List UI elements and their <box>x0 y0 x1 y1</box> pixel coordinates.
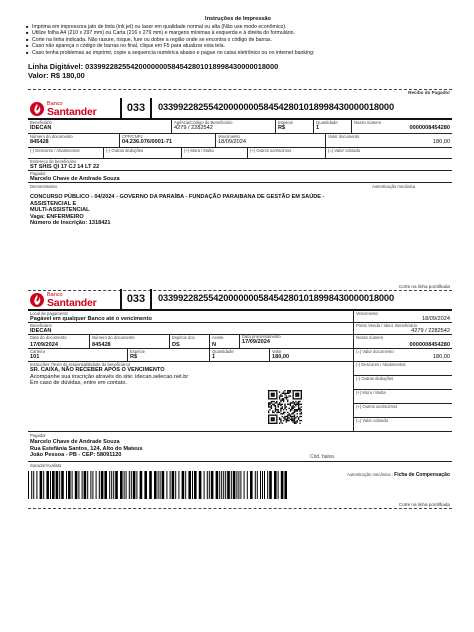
statement-line: Número de Inscrição: 1318421 <box>30 220 111 227</box>
santander-flame-icon <box>30 293 44 307</box>
beneficiary-address-value: ST SHIS QI 17 CJ 14 LT 22 <box>30 164 100 170</box>
payer-box <box>28 432 452 462</box>
field-label: (+) Outros acréscimos <box>356 404 398 409</box>
bank-logo <box>30 100 120 118</box>
field-label: Data processamento <box>242 335 281 339</box>
acceptance-value: N <box>212 342 217 348</box>
field-label: (+) Mora / Multa <box>184 148 214 153</box>
bank-code: 033 <box>120 289 152 309</box>
instruction-item: ■ Utilize folha A4 (210 x 297 mm) ou Carta (216 x 279 mm) e margens mínimas à esquerda e à direita do formulário. <box>26 30 450 37</box>
guarantor-label: Sacador/Avalista <box>30 463 62 468</box>
field-label: (-) Desconto / Abatimentos <box>356 362 406 367</box>
instructions-list <box>26 24 450 57</box>
field-label: Agência/Código do Beneficiário <box>174 120 233 125</box>
slip-row-1 <box>28 311 452 323</box>
beneficiary-value: IDECAN <box>30 328 52 334</box>
field-label: Local de pagamento <box>30 311 68 316</box>
field-label: Número do documento <box>30 134 73 139</box>
due-date-value: 18/09/2024 <box>218 139 246 145</box>
field-label: (-) Outras deduções <box>106 148 144 153</box>
payer-city: João Pessoa - PB - CEP: 58091120 <box>30 452 122 459</box>
slip-row-4 <box>28 349 452 362</box>
quantity-value: 1 <box>316 125 320 131</box>
bank-header <box>28 98 452 120</box>
pix-qr-code <box>268 390 302 424</box>
instruction-item: ■ Corte na linha indicada. Não rasure, risque, fure ou dobre a região onde se encontra o código de barras. <box>26 37 450 44</box>
cnpj-value: 04.236.076/0001-71 <box>122 139 173 145</box>
deductions-column <box>354 362 452 431</box>
digitable-line-block <box>28 62 278 80</box>
slip-row-3 <box>28 335 452 349</box>
agency-value: 4279 / 2282542 <box>411 328 450 334</box>
instructions-box <box>28 362 354 431</box>
slip-instructions-row <box>28 362 452 432</box>
digitable-line[interactable]: Linha Digitável: 03399228255420000000584542801018998430000018000 <box>28 62 279 71</box>
bank-name: Santander <box>47 297 97 309</box>
field-label: Nosso número <box>354 120 382 125</box>
payer-address: Rua Estefânia Santos, 124, Alto do Mateus <box>30 445 143 452</box>
document-number-value: 845428 <box>30 139 49 145</box>
digitable-number: 03399228255420000000584542801018998430000018000 <box>158 102 394 112</box>
payer-lines <box>30 439 143 459</box>
field-label: Espécie <box>278 120 293 125</box>
payer-value: Marcelo Chave de Andrade Souza <box>30 176 120 182</box>
write-off-code-label: Cód. baixa <box>310 454 334 460</box>
statement-line: MULTI-ASSISTENCIAL <box>30 207 90 214</box>
payment-place-value: Pagável em qualquer Banco até o vencimento <box>30 316 152 322</box>
document-number-value: 845428 <box>92 342 111 348</box>
field-label: Valor <box>272 349 282 354</box>
instruction-line: Em caso de dúvidas, entre em contato. <box>30 380 128 387</box>
field-label: Vencimento <box>356 311 378 316</box>
receipt-row-5 <box>28 171 452 183</box>
payer-name: Marcelo Chave de Andrade Souza <box>30 439 120 445</box>
field-label: (=) Valor cobrado <box>356 418 389 423</box>
instruction-item: ■ Imprima em impressora jato de tinta (ink jet) ou laser em qualidade normal ou alta (Não use modo econômico). <box>26 24 450 31</box>
beneficiary-value: IDECAN <box>30 125 52 131</box>
processing-date-value: 17/09/2024 <box>242 339 270 346</box>
barcode <box>28 471 288 499</box>
statement-line: CONCURSO PÚBLICO - 04/2024 - GOVERNO DA PARAÍBA - FUNDAÇÃO PARAIBANA DE GESTÃO EM SAÚDE - ASSISTENCIAL E <box>30 194 325 207</box>
field-label: Espécie <box>130 349 145 354</box>
payer-receipt <box>28 98 452 227</box>
authentication-label: Autenticação mecânica - <box>347 472 395 477</box>
receipt-row-3 <box>28 148 452 159</box>
bank-logo <box>30 291 120 309</box>
field-label: Ponto Venda / Ident. Beneficiário <box>356 323 417 328</box>
bank-code: 033 <box>120 98 152 118</box>
unit-value: 180,00 <box>272 354 290 360</box>
document-kind-value: DS <box>172 342 180 348</box>
bank-small-label: Banco <box>47 292 63 298</box>
receipt-row-2 <box>28 134 452 148</box>
field-label: Quantidade <box>316 120 338 125</box>
field-label: Pagador <box>30 171 46 176</box>
digitable-number: 03399228255420000000584542801018998430000018000 <box>158 293 394 303</box>
field-label: (+) Outros acréscimos <box>250 148 292 153</box>
compensation-slip <box>28 285 452 478</box>
compensation-title: Ficha de Compensação <box>394 472 450 478</box>
field-label: Nosso número <box>356 335 384 340</box>
field-label: CPF/CNPJ <box>122 134 143 139</box>
field-label: Espécie doc. <box>172 335 196 340</box>
field-label: Beneficiário <box>30 120 52 125</box>
field-label: Vencimento <box>218 134 240 139</box>
slip-row-2 <box>28 323 452 335</box>
field-label: (-) Outras deduções <box>356 376 394 381</box>
field-label: (=) Valor documento <box>356 349 394 354</box>
field-label: Pagador <box>30 433 46 438</box>
document-amount-value: 180,00 <box>432 354 450 360</box>
quantity-value: 1 <box>212 354 216 360</box>
our-number-value: 0000008454280 <box>409 342 450 348</box>
our-number-value: 0000008454280 <box>409 125 450 131</box>
amount: Valor: R$ 180,00 <box>28 71 85 80</box>
instruction-item: ■ Caso não apareça o código de barras no final, clique em F5 para atualizar esta tela. <box>26 43 450 50</box>
statement-line: Vaga: ENFERMEIRO <box>30 213 84 220</box>
due-date-value: 18/09/2024 <box>422 316 450 322</box>
field-label: Valor documento <box>328 134 360 139</box>
bank-name: Santander <box>47 106 97 118</box>
statement-label: Demonstrativo <box>30 184 57 189</box>
currency-value: R$ <box>278 125 286 131</box>
field-label: Aceite <box>212 335 224 340</box>
bank-small-label: Banco <box>47 101 63 107</box>
instruction-line: SR. CAIXA, NÃO RECEBER APÓS O VENCIMENTO <box>30 367 165 373</box>
cut-label: Corte na linha pontilhada <box>398 284 450 289</box>
authentication-label: Autenticação mecânica <box>372 184 416 189</box>
agency-value: 4279 / 2282542 <box>174 125 213 131</box>
instruction-item: ■ Caso tenha problemas ao imprimir, copie a sequencia numérica abaixo e pague no caixa eletrônico ou no internet banking: <box>26 50 450 57</box>
authentication-footer <box>347 463 450 481</box>
slip-footer <box>28 462 452 478</box>
field-label: (-) Desconto / Abatimentos <box>30 148 80 153</box>
currency-value: R$ <box>130 354 138 360</box>
field-label: (+) Mora / Multa <box>356 390 386 395</box>
receipt-label: Recibo do Pagador <box>408 90 450 95</box>
print-instructions <box>26 16 450 57</box>
portfolio-value: 101 <box>30 354 40 360</box>
document-amount-value: 180,00 <box>432 139 450 145</box>
cut-line <box>28 89 452 90</box>
receipt-row-1 <box>28 120 452 134</box>
statement-area <box>28 183 452 227</box>
cut-line <box>28 508 452 509</box>
field-label: Quantidade <box>212 349 234 354</box>
field-label: Instruções (Texto de responsabilidade do beneficiário) <box>30 362 131 367</box>
santander-flame-icon <box>30 102 44 116</box>
instructions-title: Instruções de Impressão <box>205 16 271 22</box>
field-label: Carteira <box>30 349 45 354</box>
receipt-row-4 <box>28 159 452 171</box>
instruction-line: Acompanhe sua inscrição através do site: idecan.selecao.net.br <box>30 373 189 380</box>
field-label: Beneficiário <box>30 323 52 328</box>
statement-text <box>30 194 360 227</box>
field-label: Data do documento <box>30 335 67 340</box>
field-label: Número do documento <box>92 335 135 340</box>
field-label: Endereço do beneficiário <box>30 159 77 164</box>
bank-header <box>28 289 452 311</box>
document-date-value: 17/09/2024 <box>30 342 58 348</box>
field-label: (=) Valor cobrado <box>328 148 361 153</box>
cut-label: Corte na linha pontilhada <box>398 502 450 507</box>
